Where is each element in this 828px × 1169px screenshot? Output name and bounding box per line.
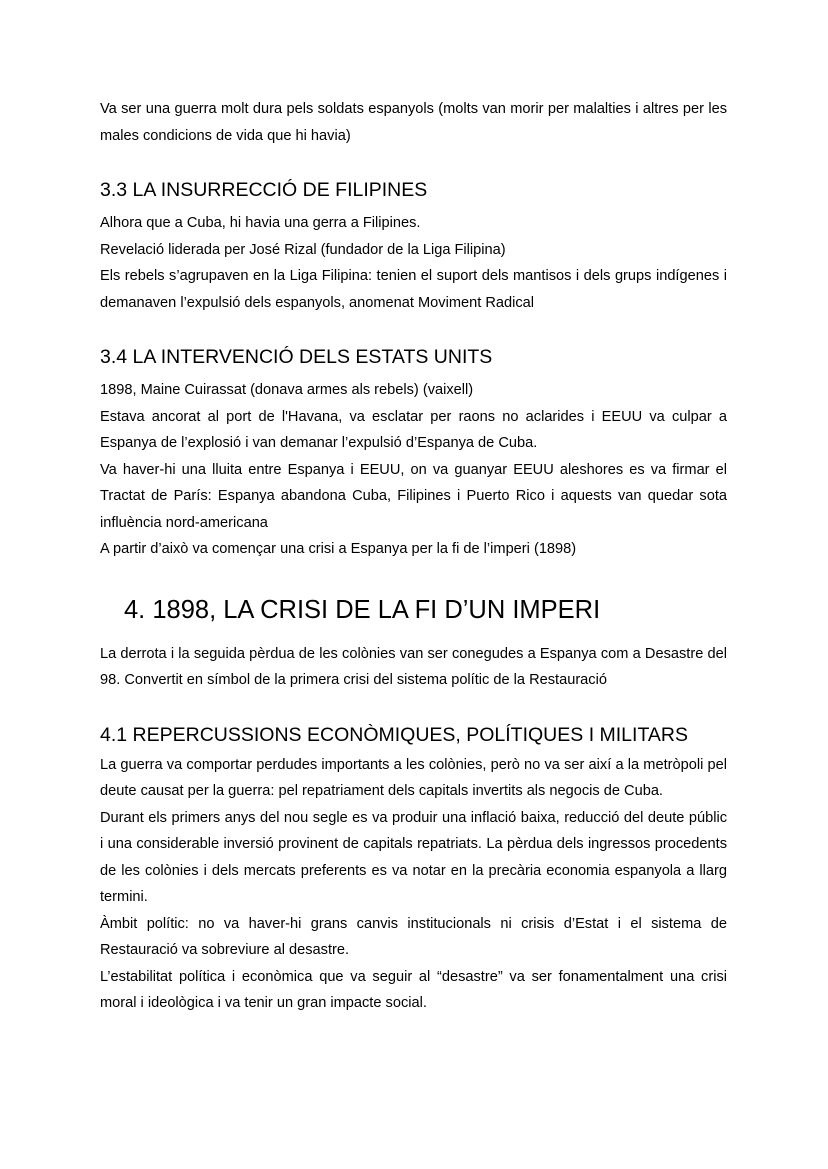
section-3-4-paragraph-1: 1898, Maine Cuirassat (donava armes als rebels) (vaixell) [100, 382, 474, 398]
section-4-1-heading: 4.1 REPERCUSSIONS ECONÒMIQUES, POLÍTIQUES I MILITARS [100, 723, 689, 746]
section-3-4-paragraph-3: Va haver-hi una lluita entre Espanya i EEUU, on va guanyar EEUU aleshores es va firmar el Tractat de París: Espanya abandona Cuba, Filipines i Puerto Rico i aquests van quedar sota influència nord-americana [100, 461, 727, 531]
section-4-1-paragraph-1: La guerra va comportar perdudes importants a les colònies, però no va ser així a la metròpoli pel deute causat per la guerra: pel repatriament dels capitals invertits als negocis de Cuba. [100, 756, 727, 799]
section-4-paragraph-1: La derrota i la seguida pèrdua de les colònies van ser conegudes a Espanya com a Desastre del 98. Convertit en símbol de la primera crisi del sistema polític de la Restauració [100, 645, 727, 688]
section-4-heading: 4. 1898, LA CRISI DE LA FI D’UN IMPERI [124, 595, 601, 624]
section-4-1-paragraph-4: L’estabilitat política i econòmica que va seguir al “desastre” va ser fonamentalment una crisi moral i ideològica i va tenir un gran impacte social. [100, 968, 727, 1011]
document-page [100, 96, 727, 1017]
section-3-3-paragraph-2: Revelació liderada per José Rizal (fundador de la Liga Filipina) [100, 241, 506, 258]
section-3-3-heading: 3.3 LA INSURRECCIÓ DE FILIPINES [100, 179, 428, 201]
section-4-1-paragraph-2: Durant els primers anys del nou segle es va produir una inflació baixa, reducció del deute públic i una considerable inversió provinent de capitals repatriats. La pèrdua dels ingressos procedents de les colònies i dels mercats preferents es va notar en la precària economia espanyola a llarg termini. [100, 809, 727, 905]
section-3-3-paragraph-1: Alhora que a Cuba, hi havia una gerra a Filipines. [100, 215, 421, 231]
section-3-4-paragraph-2: Estava ancorat al port de l'Havana, va esclatar per raons no aclarides i EEUU va culpar a Espanya de l’explosió i van demanar l’expulsió d’Espanya de Cuba. [100, 408, 727, 451]
section-3-4-heading: 3.4 LA INTERVENCIÓ DELS ESTATS UNITS [100, 346, 493, 368]
intro-paragraph: Va ser una guerra molt dura pels soldats espanyols (molts van morir per malalties i altres per les males condicions de vida que hi havia) [100, 101, 727, 144]
section-3-3-paragraph-3: Els rebels s’agrupaven en la Liga Filipina: tenien el suport dels mantisos i dels grups indígenes i demanaven l’expulsió dels espanyols, anomenat Moviment Radical [100, 268, 727, 311]
section-3-4-paragraph-4: A partir d’això va començar una crisi a Espanya per la fi de l’imperi (1898) [100, 541, 577, 557]
section-4-1-paragraph-3: Àmbit polític: no va haver-hi grans canvis institucionals ni crisis d’Estat i el sistema de Restauració va sobreviure al desastre. [100, 915, 727, 958]
